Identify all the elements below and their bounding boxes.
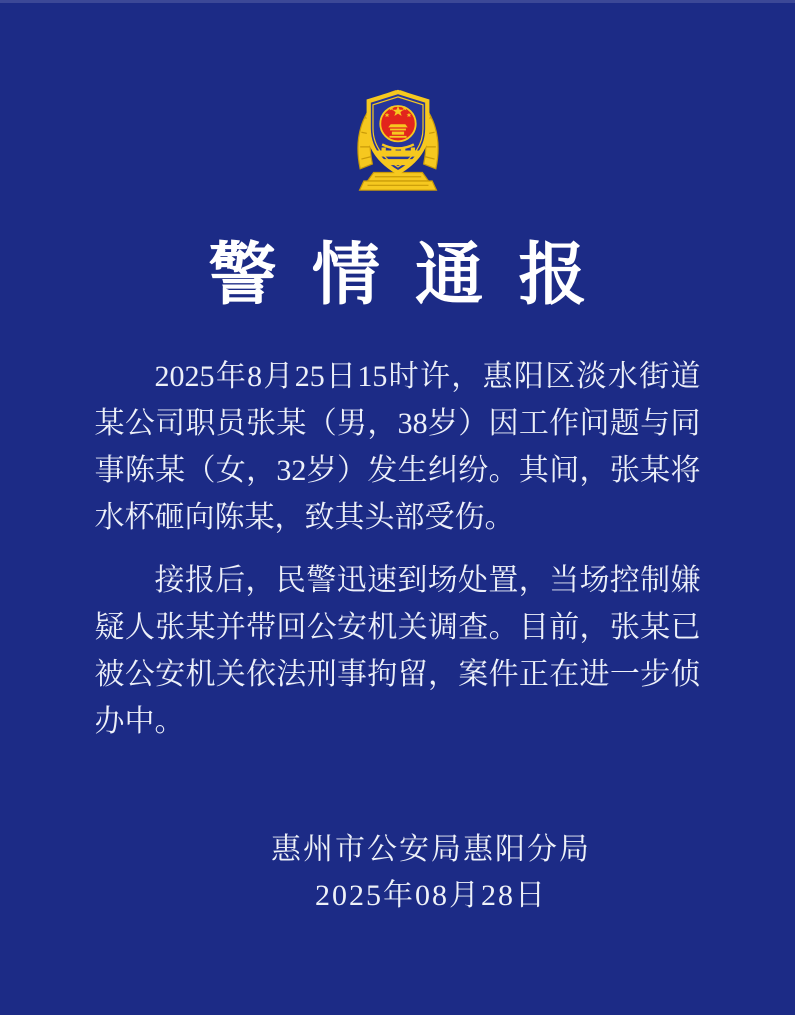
issuing-agency: 惠州市公安局惠阳分局 [271,832,591,866]
notice-body [95,353,701,761]
notice-title: 警情通报 [208,237,622,313]
issue-date: 2025年08月28日 [315,878,547,912]
notice-paragraph-1: 2025年8月25日15时许，惠阳区淡水街道某公司职员张某（男，38岁）因工作问题与同事陈某（女，32岁）发生纠纷。其间，张某将水杯砸向陈某，致其头部受伤。 [94,359,701,534]
top-edge-highlight [0,0,795,3]
signature-block [128,827,734,919]
police-badge-icon [337,80,459,204]
notice-paragraph-2: 接报后，民警迅速到场处置，当场控制嫌疑人张某并带回公安机关调查。目前，张某已被公安机关依法刑事拘留，案件正在进一步侦办中。 [94,563,701,738]
